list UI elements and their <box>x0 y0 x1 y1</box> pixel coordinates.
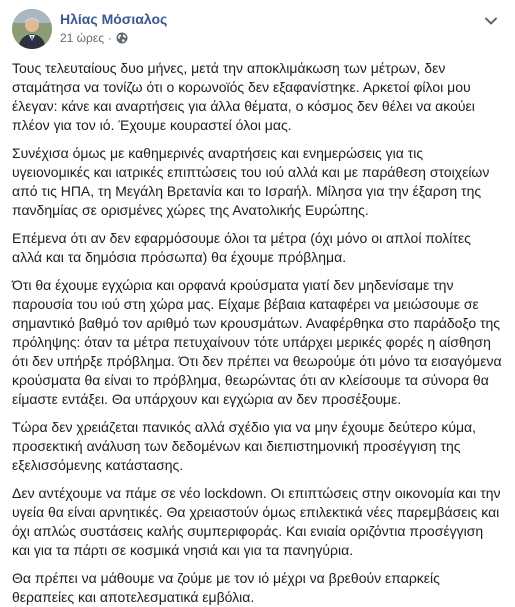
post-paragraph: Τους τελευταίους δυο μήνες, μετά την αποκλιμάκωση των μέτρων, δεν σταμάτησα να τονίζω ότι ο κορωνοϊός δεν εξαφανίστηκε. Αρκετοί φίλοι μου έλεγαν: κάνε και αναρτήσεις για άλλα θέματα, ο κόσμος δεν θέλει να ακούει πλέον για τον ιό. Έχουμε κουραστεί όλοι μας. <box>12 60 475 133</box>
post-subline <box>60 30 503 46</box>
post-paragraph: Ότι θα έχουμε εγχώρια και ορφανά κρούσματα γιατί δεν μηδενίσαμε την παρουσία του ιού στη χώρα μας. Είχαμε βέβαια καταφέρει να μειώσουμε σε σημαντικό βαθμό τον αριθμό των κρουσμάτων. Αναφέρθηκα στο παράδοξο της πρόληψης: όταν τα μέτρα πετυχαίνουν τότε υπάρχει μερικές φορές η αίσθηση ότι δεν υπήρξε πρόβλημα. Ότι δεν πρέπει να θεωρούμε ότι μόνο τα εισαγόμενα κρούσματα θα είναι το πρόβλημα, θεωρώντας ότι αν κλείσουμε τα σύνορα θα είμαστε εντάξει. Θα υπάρχουν και εγχώρια αν δεν προσέξουμε. <box>12 277 502 407</box>
post-header <box>12 8 503 52</box>
post-meta <box>60 8 503 46</box>
globe-icon[interactable] <box>116 32 128 44</box>
post-body <box>12 59 503 607</box>
author-name[interactable]: Ηλίας Μόσιαλος <box>60 11 168 27</box>
avatar[interactable] <box>12 9 52 49</box>
post-paragraph: Θα πρέπει να μάθουμε να ζούμε με τον ιό μέχρι να βρεθούν επαρκείς θεραπείες και αποτελεσματικά εμβόλια. <box>12 570 440 605</box>
chevron-down-icon[interactable] <box>483 14 499 26</box>
post-time[interactable]: 21 ώρες <box>60 31 105 45</box>
avatar-photo <box>12 9 52 49</box>
post-paragraph: Δεν αντέχουμε να πάμε σε νέο lockdown. Οι επιπτώσεις στην οικονομία και την υγεία θα είναι αρνητικές. Θα χρειαστούν όμως επιλεκτικά νέες παρεμβάσεις και όχι απλώς συστάσεις καλής συμπεριφοράς. Και ενιαία οριζόντια προσέγγιση και για τα πάρτι σε κοσμικά νησιά και για τα πανηγύρια. <box>12 485 501 558</box>
post-paragraph: Συνέχισα όμως με καθημερινές αναρτήσεις και ενημερώσεις για τις υγειονομικές και ιατρικές επιπτώσεις του ιού αλλά και με παράθεση στοιχείων από τις ΗΠΑ, τη Μεγάλη Βρετανία και το Ισραήλ. Μίλησα για την έξαρση της πανδημίας σε ορισμένες χώρες της Ανατολικής Ευρώπης. <box>12 145 490 218</box>
meta-separator: · <box>108 31 113 45</box>
post-paragraph: Τώρα δεν χρειάζεται πανικός αλλά σχέδιο για να μην έχουμε δεύτερο κύμα, προσεκτική ανάλυση των δεδομένων και διεπιστημονική προσέγγιση της εξελισσόμενης κατάστασης. <box>12 419 477 473</box>
post-paragraph: Επέμενα ότι αν δεν εφαρμόσουμε όλοι τα μέτρα (όχι μόνο οι απλοί πολίτες αλλά και τα δημόσια πρόσωπα) θα έχουμε πρόβλημα. <box>12 230 471 265</box>
